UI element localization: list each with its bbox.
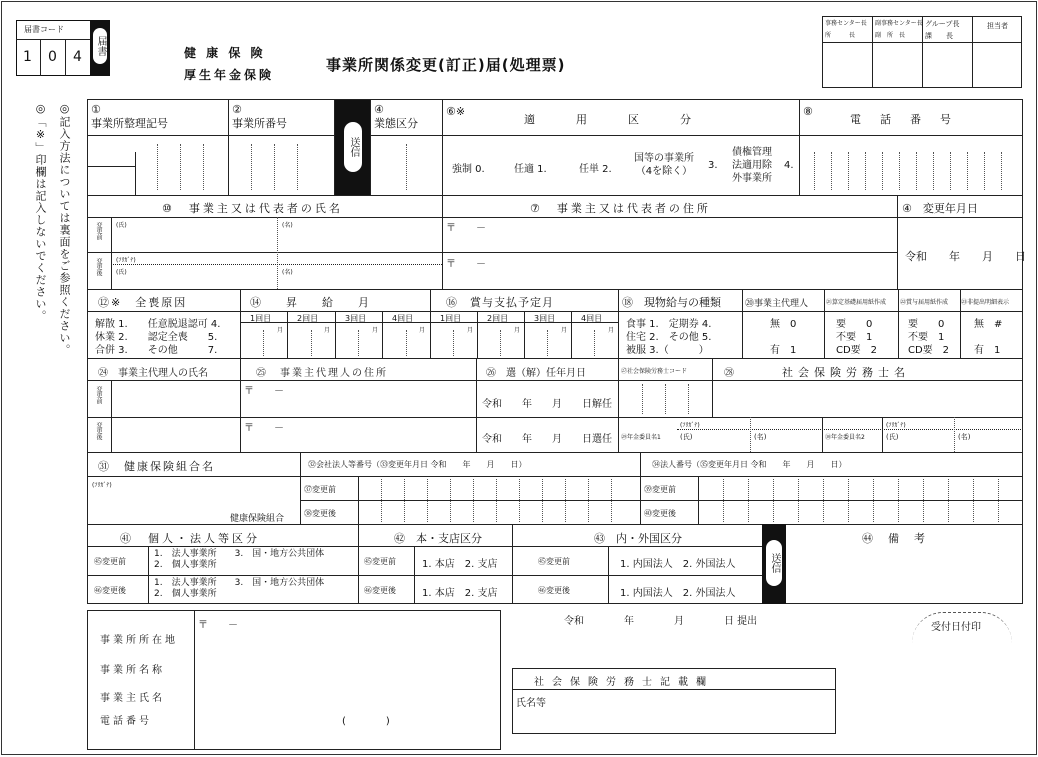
apply-opt-3: 3. [708,160,718,171]
agent-before-postal: 〒 － [244,386,284,397]
domestic-before: ㊺変更前 [538,557,570,566]
owner-after-postal: 〒 － [446,259,486,270]
entity-before-options: 1. 法人事業所 3. 国・地方公共団体 2. 個人事業所 [154,549,325,570]
field-raise-month: ⑭ 昇 給 月 [250,296,370,309]
stamp-center-chief: 事務センター長 所 長 [825,20,867,39]
apply-opt-4: 4. [784,160,794,171]
field-agent: ⑳事業主代理人 [745,299,809,309]
submit-date: 令和 年 月 日 提出 [564,616,758,627]
calc-options: 要 0 不要 1 CD要 2 [836,319,878,356]
agent-after-postal: 〒 － [244,423,284,434]
field-hojin-number: ㉞法人番号（㉟変更年月日 令和 年 月 日） [652,460,847,469]
entity-before: ㊺変更前 [94,557,126,566]
field-agent-address: ㉕ 事業主代理人の住所 [256,368,388,379]
agent-appoint-date: 令和 年 月 日選任 [482,434,612,445]
field-agent-name: ㉔ 事業主代理人の氏名 [98,368,208,379]
union-suffix: 健康保険組合 [230,514,285,524]
office-phone-paren: ( ) [342,716,390,727]
field-sr-code: ㉗社会保険労務士コード [621,368,688,375]
field-phone-title: 電 話 番 号 [850,113,955,126]
field-pension-2: ㉚年金委員名2 [825,434,865,441]
owner-before-postal: 〒 － [446,223,486,234]
field-domestic-type: ㊸ 内・外国区分 [594,532,682,545]
hojin-after: ㊵変更後 [644,509,676,518]
insurance-health: 健 康 保 険 [184,46,266,60]
field-inkind-type: ⑱ 現物給与の種類 [622,296,721,309]
field-branch-type: ㊷ 本・支店区分 [394,532,482,545]
owner-before-label: 変更前 [95,222,102,240]
field-business-type: ④ 業態区分 [374,103,418,130]
bonus-tsuki-1: 月 [467,327,474,334]
agent-dismiss-date: 令和 年 月 日解任 [482,399,612,410]
owner-before-mei: (名) [282,222,293,229]
owner-before-shi: (氏) [116,222,127,229]
raise-tsuki-2: 月 [324,327,331,334]
owner-after-label: 変更後 [95,258,102,276]
field-calc-form: ㉑算定基礎届用紙作成 [826,299,887,306]
stamp-group-chief: グループ長 課 長 [925,20,960,40]
side-note-no-entry: ◎「※」印欄は記入しないでください。 [34,102,47,322]
pension2-furigana: (ﾌﾘｶﾞﾅ) [886,422,906,429]
domestic-after-options: 1. 内国法人 2. 外国法人 [620,588,736,599]
inkind-options: 食事 1. 定期券 4. 住宅 2. その他 5. 被服 3.（ ） [626,319,712,356]
apply-opt-national: 国等の事業所 （4を除く） [634,153,694,177]
apply-opt-debt: 債権管理 法適用除 外事業所 [732,147,772,184]
field-pension-1: ㉙年金委員名1 [621,434,661,441]
label-office-name: 事業所名称 [100,665,165,676]
apply-opt-single: 任単 2. [579,164,612,175]
field-owner-address: ⑦ 事業主又は代表者の住所 [530,202,711,215]
received-stamp-label: 受付日付印 [931,622,981,633]
branch-after: ㊻変更後 [364,586,396,595]
union-furigana: (ﾌﾘｶﾞﾅ) [92,482,112,489]
apply-opt-forced: 強制 0. [452,164,485,175]
pension1-mei: (名) [754,433,767,441]
branch-before-options: 1. 本店 2. 支店 [422,559,498,570]
agent-after-label: 変更後 [95,422,102,440]
bonus-month-4: 4回目 [581,314,603,323]
label-office-address: 事業所所在地 [100,635,178,646]
owner-after-mei: (名) [282,269,293,276]
side-note-method: ◎記入方法については裏面をご参照ください。 [58,102,71,356]
send-label-2: 送信 [766,540,782,586]
sr-entry-title: 社会保険労務士記載欄 [534,677,714,688]
unsubmit-options: 無 # 有 1 [974,319,1003,356]
field-owner-name: ⑩ 事業主又は代表者の氏名 [162,202,343,215]
branch-after-options: 1. 本店 2. 支店 [422,588,498,599]
domestic-before-options: 1. 内国法人 2. 外国法人 [620,559,736,570]
field-office-number: ② 事業所番号 [232,103,287,130]
field-sr-name: 社会保険労務士名 [782,366,910,379]
label-owner-name: 事業主氏名 [100,693,165,704]
form-code-digit-1: 1 [23,49,32,65]
bonus-tsuki-3: 月 [561,327,568,334]
doc-tag-block [90,20,110,76]
field-loss-cause: ⑫※ 全喪原因 [98,296,188,309]
pension2-shi: (氏) [886,433,899,441]
field-bonus-form: ㉒賞与届用紙作成 [900,299,949,306]
entity-after-options: 1. 法人事業所 3. 国・地方公共団体 2. 個人事業所 [154,578,325,599]
hojin-before: ㊴変更前 [644,485,676,494]
field-entity-type: ㊶ 個人・法人等区分 [120,532,260,545]
field-health-union: ㉛ 健康保険組合名 [98,460,215,473]
field-corp-number: ㉜会社法人等番号（㉝変更年月日 令和 年 月 日） [308,460,527,469]
insurance-pension: 厚生年金保険 [184,68,275,82]
apply-opt-voluntary: 任適 1. [514,164,547,175]
bonus-month-3: 3回目 [534,314,556,323]
bonus-form-options: 要 0 不要 1 CD要 2 [908,319,950,356]
owner-after-shi: (氏) [116,269,127,276]
form-page [1,1,1037,755]
raise-tsuki-1: 月 [277,327,284,334]
change-date-value: 令和 年 月 日 [905,250,1026,263]
send-block-1 [335,100,370,195]
corp-before: ㊲変更前 [304,485,336,494]
loss-cause-options: 解散 1. 任意脱退認可 4. 休業 2. 認定全喪 5. 合併 3. その他 7. [95,319,221,356]
form-title: 事業所関係変更(訂正)届(処理票) [326,56,566,74]
field-phone-num: ⑧ [803,105,813,118]
raise-month-1: 1回目 [250,314,272,323]
field-office-code: ① 事業所整理記号 [91,103,168,130]
bonus-tsuki-4: 月 [608,327,615,334]
entity-after: ㊻変更後 [94,586,126,595]
raise-tsuki-4: 月 [419,327,426,334]
send-block-2 [762,524,786,604]
bonus-tsuki-2: 月 [514,327,521,334]
send-label-1: 送信 [344,122,362,172]
pension1-furigana: (ﾌﾘｶﾞﾅ) [680,422,700,429]
bonus-month-1: 1回目 [440,314,462,323]
pension2-mei: (名) [958,433,971,441]
label-phone: 電話番号 [100,716,152,727]
owner-after-furigana: (ﾌﾘｶﾞﾅ) [116,257,136,264]
form-code-label: 届書コード [24,25,64,34]
raise-month-3: 3回目 [345,314,367,323]
agent-before-label: 変更前 [95,386,102,404]
field-apply-num: ⑥※ [446,105,466,118]
raise-month-2: 2回目 [297,314,319,323]
field-agent-term: ㉖ 選（解）任年月日 [486,368,586,379]
office-postal: 〒 － [198,620,238,631]
agent-options: 無 0 有 1 [770,319,797,356]
raise-tsuki-3: 月 [372,327,379,334]
stamp-deputy: 副事務センター長 副 所 長 [875,20,923,39]
form-code-digit-3: 4 [73,49,82,65]
bonus-month-2: 2回目 [487,314,509,323]
form-code-digit-2: 0 [48,49,57,65]
field-change-date: ④ 変更年月日 [902,202,978,215]
stamp-staff: 担当者 [987,22,1008,30]
field-bonus-month: ⑯ 賞与支払予定月 [446,296,554,309]
field-remarks: ㊹ 備 考 [862,532,927,545]
field-unsubmit: ㉓非提出明細表示 [961,299,1010,306]
domestic-after: ㊻変更後 [538,586,570,595]
pension1-shi: (氏) [680,433,693,441]
field-sr-num: ㉘ [724,368,734,379]
branch-before: ㊺変更前 [364,557,396,566]
corp-after: ㊳変更後 [304,509,336,518]
sr-entry-name: 氏名等 [516,698,546,709]
raise-month-4: 4回目 [392,314,414,323]
field-apply-title: 適 用 区 分 [524,113,693,126]
doc-tag: 届書 [93,28,107,64]
